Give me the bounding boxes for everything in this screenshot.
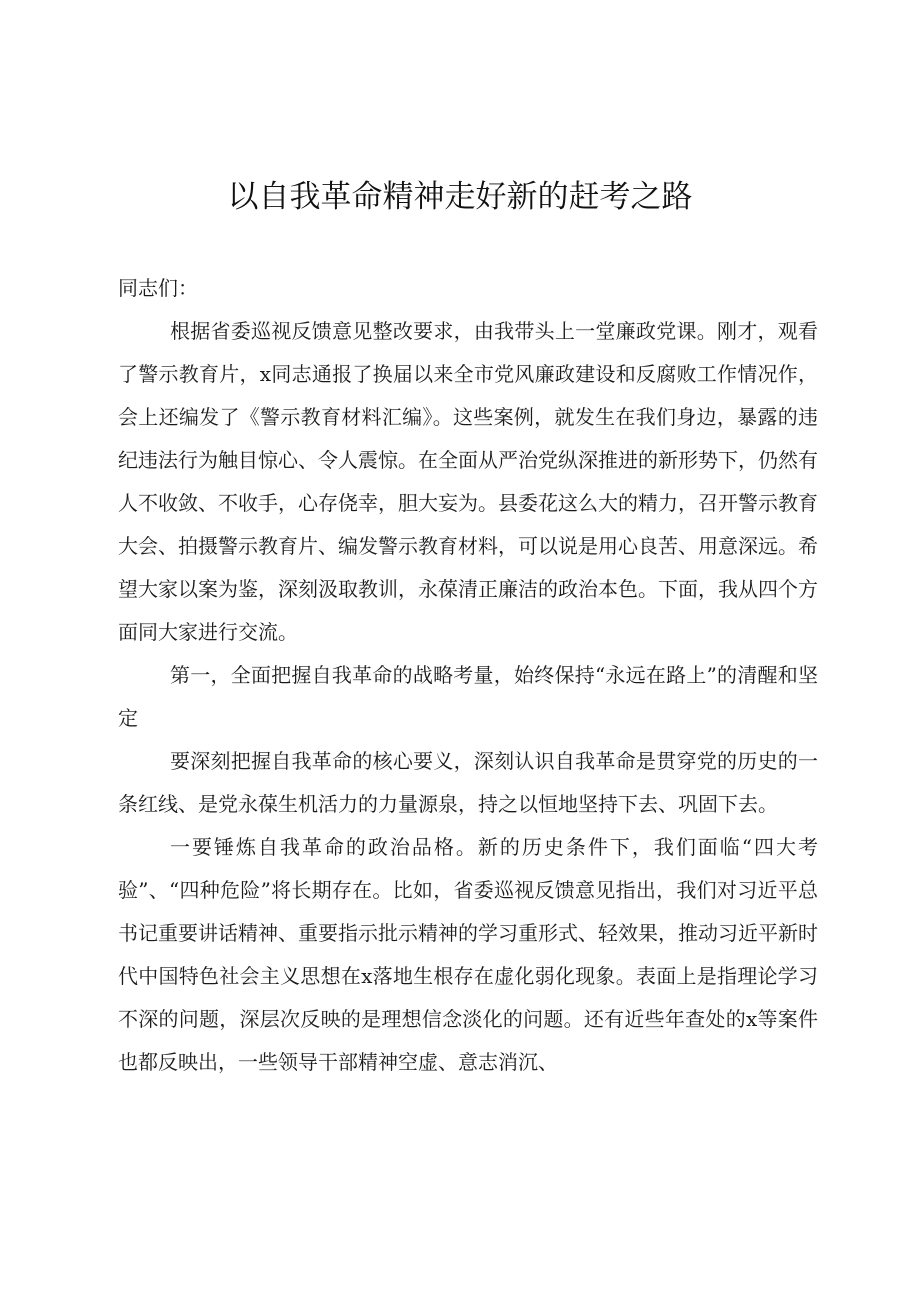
paragraph-heading-first: 第一，全面把握自我革命的战略考量，始终保持“永远在路上”的清醒和坚定 — [118, 663, 818, 730]
document-title: 以自我革命精神走好新的赶考之路 — [227, 179, 693, 215]
paragraph-political-character: 一要锤炼自我革命的政治品格。新的历史条件下，我们面临“四大考验”、“四种危险”将长期存在。比如，省委巡视反馈意见指出，我们对习近平总书记重要讲话精神、重要指示批示精神的学习重形式、轻效果，推动习近平新时代中国特色社会主义思想在x落地生根存在虚化弱化现象。表面上是指理论学习不深的问题，深层次反映的是理想信念淡化的问题。还有近些年查处的x等案件也都反映出，一些领导干部精神空虚、意志消沉、 — [118, 835, 818, 1074]
document-body — [118, 267, 818, 1084]
paragraph-core-meaning: 要深刻把握自我革命的核心要义，深刻认识自我革命是贯穿党的历史的一条红线、是党永葆生机活力的力量源泉，持之以恒地坚持下去、巩固下去。 — [118, 749, 818, 816]
salutation: 同志们： — [118, 276, 198, 300]
paragraph-intro: 根据省委巡视反馈意见整改要求，由我带头上一堂廉政党课。刚才，观看了警示教育片，x同志通报了换届以来全市党风廉政建设和反腐败工作情况作，会上还编发了《警示教育材料汇编》。这些案例，就发生在我们身边，暴露的违纪违法行为触目惊心、令人震惊。在全面从严治党纵深推进的新形势下，仍然有人不收敛、不收手，心存侥幸，胆大妄为。县委花这么大的精力，召开警示教育大会、拍摄警示教育片、编发警示教育材料，可以说是用心良苦、用意深远。希望大家以案为鉴，深刻汲取教训，永葆清正廉洁的政治本色。下面，我从四个方面同大家进行交流。 — [118, 319, 818, 644]
